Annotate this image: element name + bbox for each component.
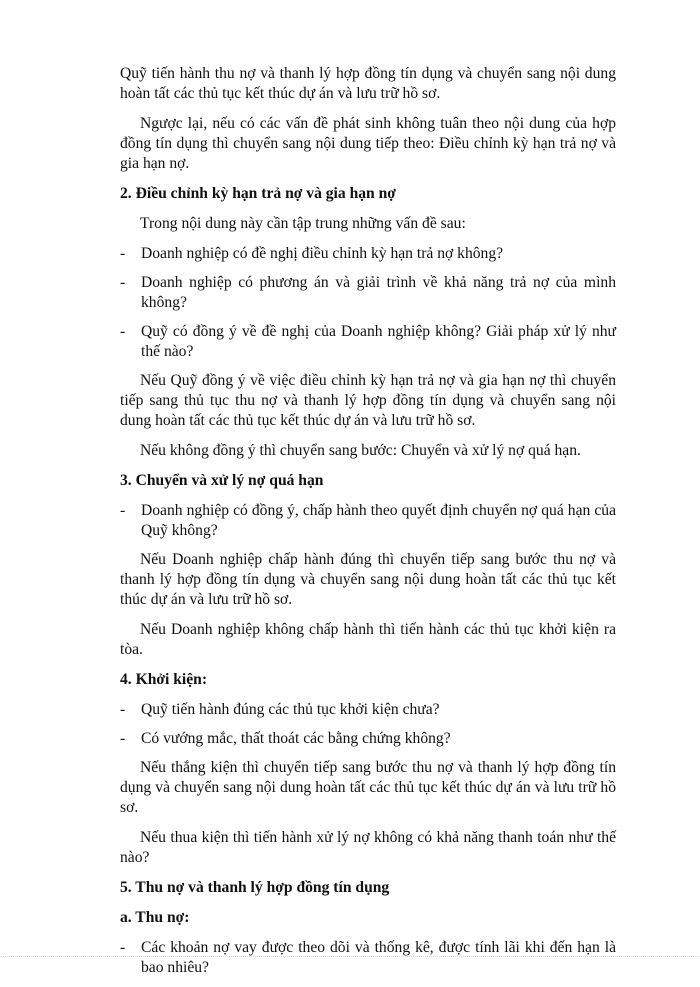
bullet-item [120,938,616,978]
paragraph: Nếu thắng kiện thì chuyển tiếp sang bước thu nợ và thanh lý hợp đồng tín dụng và chuyển sang nội dung hoàn tất các thủ tục kết thúc dự án và lưu trữ hồ sơ. [120,759,616,816]
bullet-item [120,244,616,264]
page-bottom-divider [0,956,700,957]
bullet-dash: - [120,502,126,519]
bullet-dash: - [120,701,126,718]
bullet-item [120,273,616,313]
document-body [120,64,616,987]
paragraph: Nếu thua kiện thì tiến hành xử lý nợ không có khả năng thanh toán như thế nào? [120,829,616,866]
bullet-item [120,322,616,362]
bullet-dash: - [120,730,126,747]
bullet-dash: - [120,274,126,291]
section-heading-5: 5. Thu nợ và thanh lý hợp đồng tín dụng [120,879,390,896]
bullet-text: Doanh nghiệp có phương án và giải trình về khả năng trả nợ của mình không? [141,274,616,311]
bullet-text: Quỹ có đồng ý về đề nghị của Doanh nghiệp không? Giải pháp xử lý như thế nào? [141,323,616,360]
bullet-text: Các khoản nợ vay được theo dõi và thống kê, được tính lãi khi đến hạn là bao nhiêu? [141,939,616,976]
section-heading-2: 2. Điều chỉnh kỳ hạn trả nợ và gia hạn nợ [120,185,396,202]
bullet-dash: - [120,939,126,956]
paragraph: Quỹ tiến hành thu nợ và thanh lý hợp đồng tín dụng và chuyển sang nội dung hoàn tất các thủ tục kết thúc dự án và lưu trữ hồ sơ. [120,65,616,102]
paragraph: Nếu không đồng ý thì chuyển sang bước: Chuyển và xử lý nợ quá hạn. [140,442,581,459]
bullet-text: Quỹ tiến hành đúng các thủ tục khởi kiện chưa? [141,701,440,718]
bullet-dash: - [120,245,126,262]
bullet-dash: - [120,323,126,340]
paragraph: Nếu Doanh nghiệp không chấp hành thì tiến hành các thủ tục khởi kiện ra tòa. [120,621,616,658]
bullet-text: Doanh nghiệp có đề nghị điều chỉnh kỳ hạn trả nợ không? [141,245,504,262]
section-heading-4: 4. Khởi kiện: [120,671,208,688]
bullet-item [120,729,616,749]
bullet-text: Doanh nghiệp có đồng ý, chấp hành theo quyết định chuyển nợ quá hạn của Quỹ không? [141,502,616,539]
paragraph: Nếu Doanh nghiệp chấp hành đúng thì chuyển tiếp sang bước thu nợ và thanh lý hợp đồng tín dụng và chuyển sang nội dung hoàn tất các thủ tục kết thúc dự án và lưu trữ hồ sơ. [120,551,616,608]
paragraph: Ngược lại, nếu có các vấn đề phát sinh không tuân theo nội dung của hợp đồng tín dụng thì chuyển sang nội dung tiếp theo: Điều chỉnh kỳ hạn trả nợ và gia hạn nợ. [120,115,616,172]
bullet-text: Có vướng mắc, thất thoát các bằng chứng không? [141,730,451,747]
paragraph: Nếu Quỹ đồng ý về việc điều chỉnh kỳ hạn trả nợ và gia hạn nợ thì chuyển tiếp sang thủ tục thu nợ và thanh lý hợp đồng tín dụng và chuyển sang nội dung hoàn tất các thủ tục kết thúc dự án và lưu trữ hồ sơ. [120,372,616,429]
paragraph: Trong nội dung này cần tập trung những vấn đề sau: [140,215,466,232]
bullet-item [120,700,616,720]
section-heading-3: 3. Chuyển và xử lý nợ quá hạn [120,472,324,489]
bullet-item [120,501,616,541]
subsection-heading-5a: a. Thu nợ: [120,909,190,926]
